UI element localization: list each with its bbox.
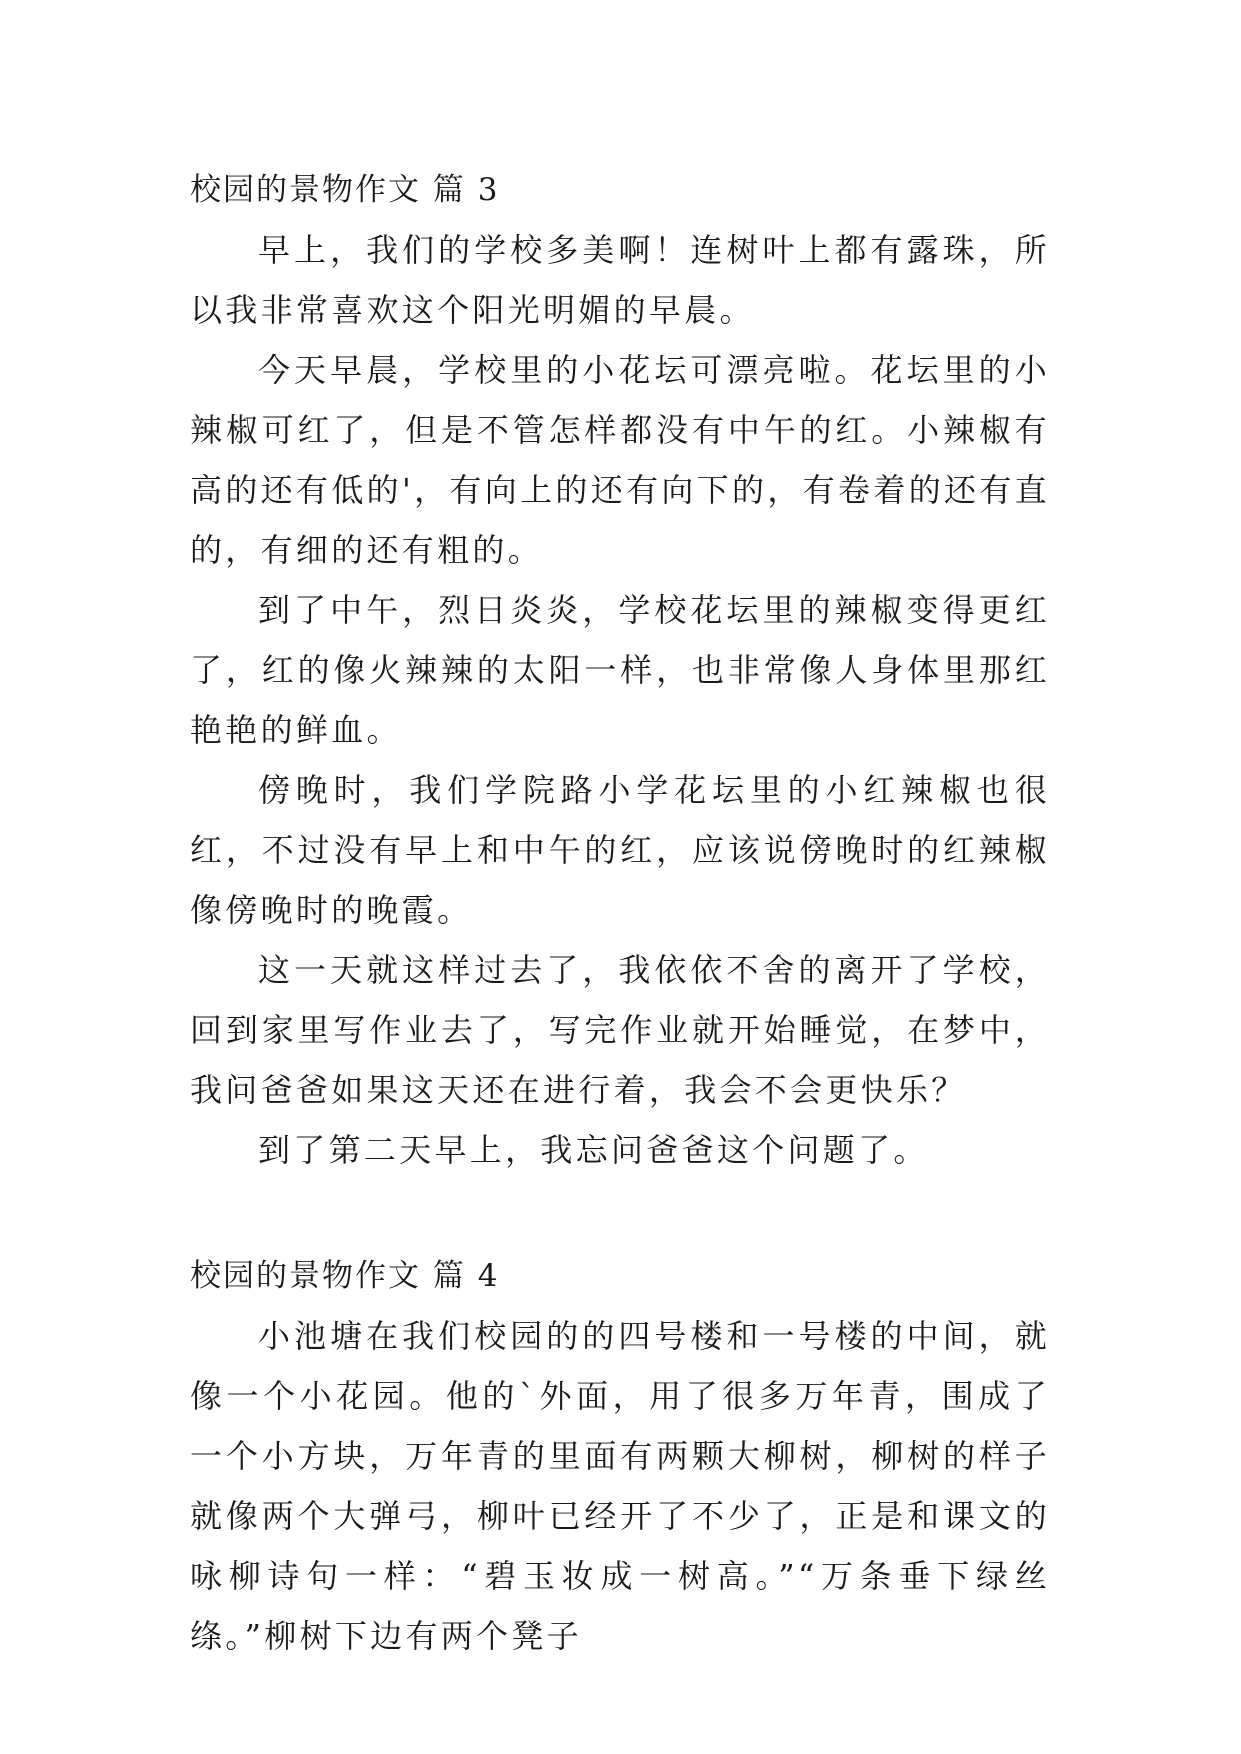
- section-heading: 校园的景物作文 篇 4: [190, 1258, 500, 1294]
- paragraph: 到了中午，烈日炎炎，学校花坛里的辣椒变得更红了，红的像火辣辣的太阳一样，也非常像人身体里那红艳艳的鲜血。: [190, 591, 1050, 749]
- paragraph: 今天早晨，学校里的小花坛可漂亮啦。花坛里的小辣椒可红了，但是不管怎样都没有中午的红。小辣椒有高的还有低的'，有向上的还有向下的，有卷着的还有直的，有细的还有粗的。: [190, 351, 1050, 569]
- essay-section-3: [190, 160, 1050, 1180]
- document-page: [190, 160, 1050, 1666]
- essay-section-4: [190, 1246, 1050, 1666]
- paragraph: 这一天就这样过去了，我依依不舍的离开了学校，回到家里写作业去了，写完作业就开始睡觉，在梦中，我问爸爸如果这天还在进行着，我会不会更快乐？: [190, 951, 1050, 1109]
- paragraph: 傍晚时，我们学院路小学花坛里的小红辣椒也很红，不过没有早上和中午的红，应该说傍晚时的红辣椒像傍晚时的晚霞。: [190, 771, 1050, 929]
- paragraph: 到了第二天早上，我忘问爸爸这个问题了。: [258, 1131, 929, 1169]
- section-heading: 校园的景物作文 篇 3: [190, 172, 500, 208]
- paragraph: 小池塘在我们校园的的四号楼和一号楼的中间，就像一个小花园。他的`外面，用了很多万年青，围成了一个小方块，万年青的里面有两颗大柳树，柳树的样子就像两个大弹弓，柳叶已经开了不少了，正是和课文的咏柳诗句一样：“碧玉妆成一树高。”“万条垂下绿丝绦。”柳树下边有两个凳子: [190, 1317, 1050, 1655]
- paragraph: 早上，我们的学校多美啊！连树叶上都有露珠，所以我非常喜欢这个阳光明媚的早晨。: [190, 231, 1050, 329]
